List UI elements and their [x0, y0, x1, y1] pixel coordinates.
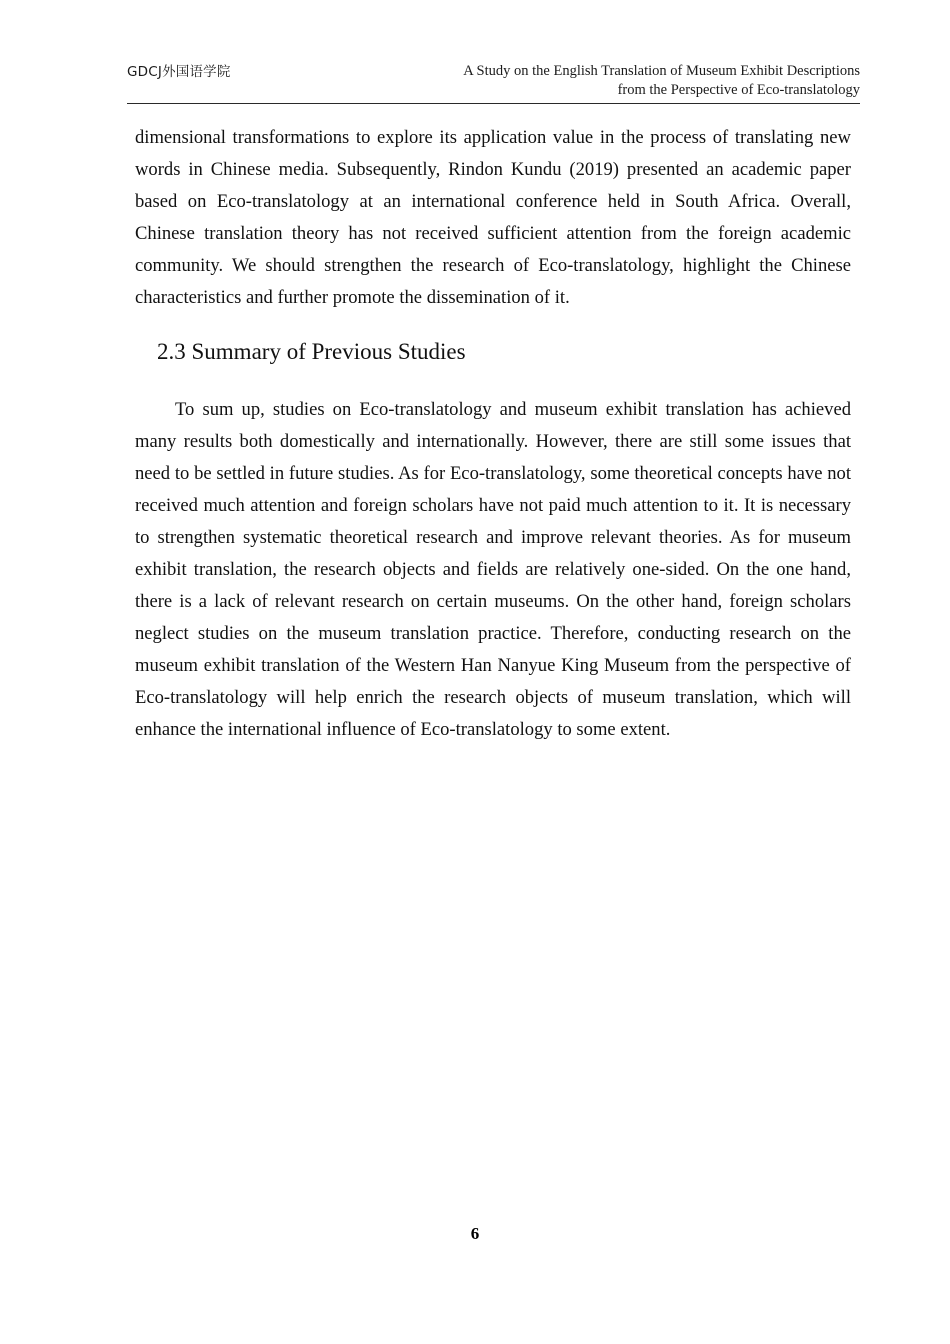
- spacer-after-heading: [135, 368, 851, 394]
- header-divider-rule: [127, 103, 860, 104]
- page-number: 6: [470, 1224, 480, 1243]
- running-header: [127, 62, 860, 100]
- paragraph-continuation: dimensional transformations to explore its application value in the process of translating new words in Chinese media. Subsequently, Rindon Kundu (2019) presented an academic paper based on Eco-translatology at an international conference held in South Africa. Overall, Chinese translation theory has not received sufficient attention from the foreign academic community. We should strengthen the research of Eco-translatology, highlight the Chinese characteristics and further promote the dissemination of it.: [135, 127, 851, 308]
- header-title-line-1: A Study on the English Translation of Museum Exhibit Descriptions: [463, 63, 860, 79]
- spacer-before-heading: [135, 314, 851, 336]
- header-institution-label: GDCJ外国语学院: [127, 64, 231, 80]
- header-thesis-title: [463, 62, 860, 100]
- body-content: [135, 122, 851, 746]
- section-heading-2-3: 2.3 Summary of Previous Studies: [157, 339, 466, 364]
- paragraph-summary: To sum up, studies on Eco-translatology and museum exhibit translation has achieved many results both domestically and internationally. However, there are still some issues that need to be settled in future studies. As for Eco-translatology, some theoretical concepts have not received much attention and foreign scholars have not paid much attention to it. It is necessary to strengthen systematic theoretical research and improve relevant theories. As for museum exhibit translation, the research objects and fields are relatively one-sided. On the one hand, there is a lack of relevant research on certain museums. On the other hand, foreign scholars neglect studies on the museum translation practice. Therefore, conducting research on the museum exhibit translation of the Western Han Nanyue King Museum from the perspective of Eco-translatology will help enrich the research objects of museum translation, which will enhance the international influence of Eco-translatology to some extent.: [135, 399, 851, 740]
- header-title-line-2: from the Perspective of Eco-translatology: [617, 82, 860, 98]
